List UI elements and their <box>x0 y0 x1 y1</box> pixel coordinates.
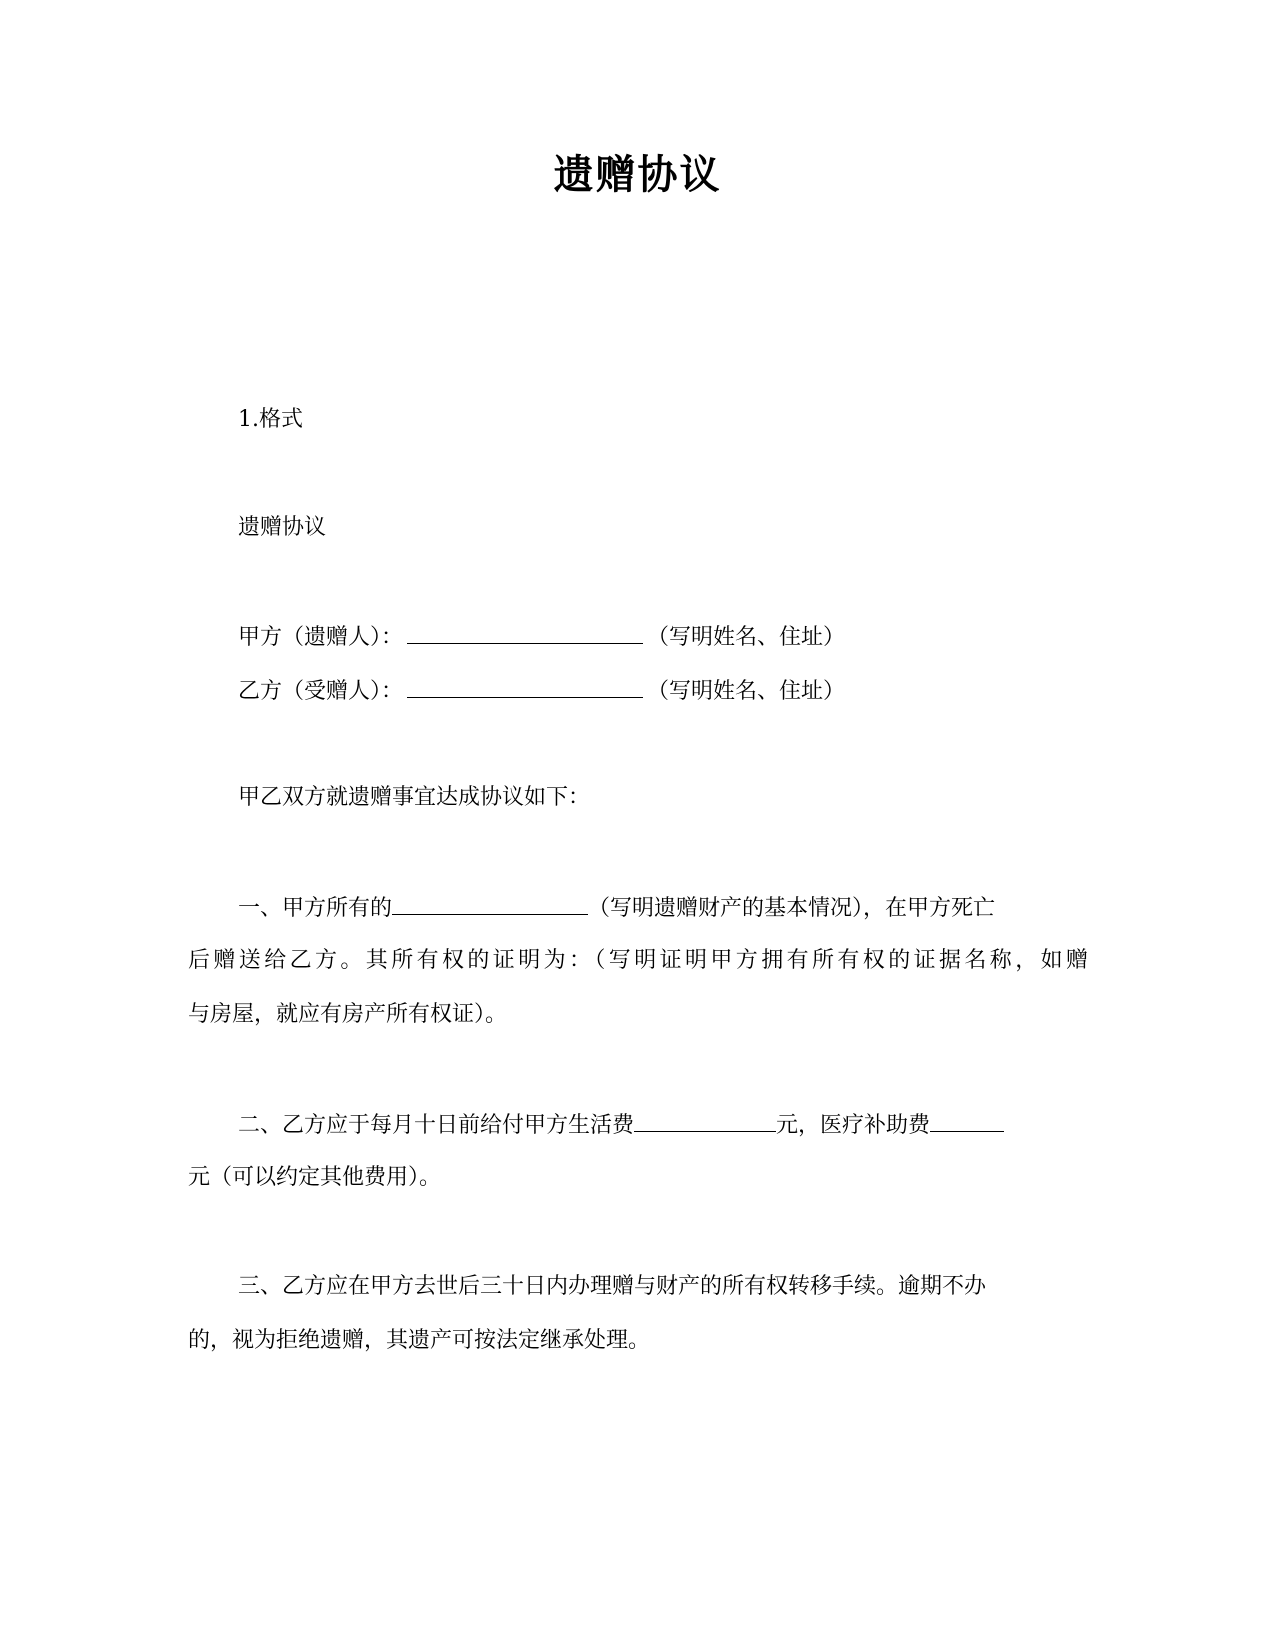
clause-1-line-2: 后赠送给乙方。其所有权的证明为：（写明证明甲方拥有所有权的证据名称，如赠 <box>188 948 1088 973</box>
clause-3-line-1: 三、乙方应在甲方去世后三十日内办理赠与财产的所有权转移手续。逾期不办 <box>238 1274 987 1299</box>
party-a-label: 甲方（遗赠人）： <box>238 625 404 650</box>
party-b-note: （写明姓名、住址） <box>647 679 846 704</box>
document-title: 遗赠协议 <box>553 152 722 198</box>
clause-1-line-3: 与房屋，就应有房产所有权证）。 <box>188 1002 508 1027</box>
clause-1-prefix: 一、甲方所有的 <box>238 896 393 921</box>
living-expense-blank[interactable] <box>634 1109 776 1132</box>
party-b-label: 乙方（受赠人）： <box>238 679 404 704</box>
agreement-subtitle: 遗赠协议 <box>238 515 327 540</box>
party-b-blank[interactable] <box>407 675 643 698</box>
party-b-line <box>238 675 845 707</box>
clause-2-middle: 元，医疗补助费 <box>776 1113 931 1138</box>
medical-allowance-blank[interactable] <box>930 1109 1004 1132</box>
party-a-line <box>238 621 845 653</box>
party-a-blank[interactable] <box>407 621 643 644</box>
clause-1-line-1 <box>238 892 1088 924</box>
property-blank[interactable] <box>392 892 588 915</box>
party-a-note: （写明姓名、住址） <box>647 625 846 650</box>
clause-2-prefix: 二、乙方应于每月十日前给付甲方生活费 <box>238 1113 635 1138</box>
clause-3-line-2: 的，视为拒绝遗赠，其遗产可按法定继承处理。 <box>188 1328 651 1353</box>
preamble: 甲乙双方就遗赠事宜达成协议如下： <box>238 785 591 810</box>
section-heading: 1.格式 <box>238 407 303 432</box>
clause-2-line-2: 元（可以约定其他费用）。 <box>188 1165 442 1190</box>
clause-1-suffix: （写明遗赠财产的基本情况），在甲方死亡 <box>588 896 996 921</box>
clause-2-line-1 <box>238 1109 1004 1141</box>
